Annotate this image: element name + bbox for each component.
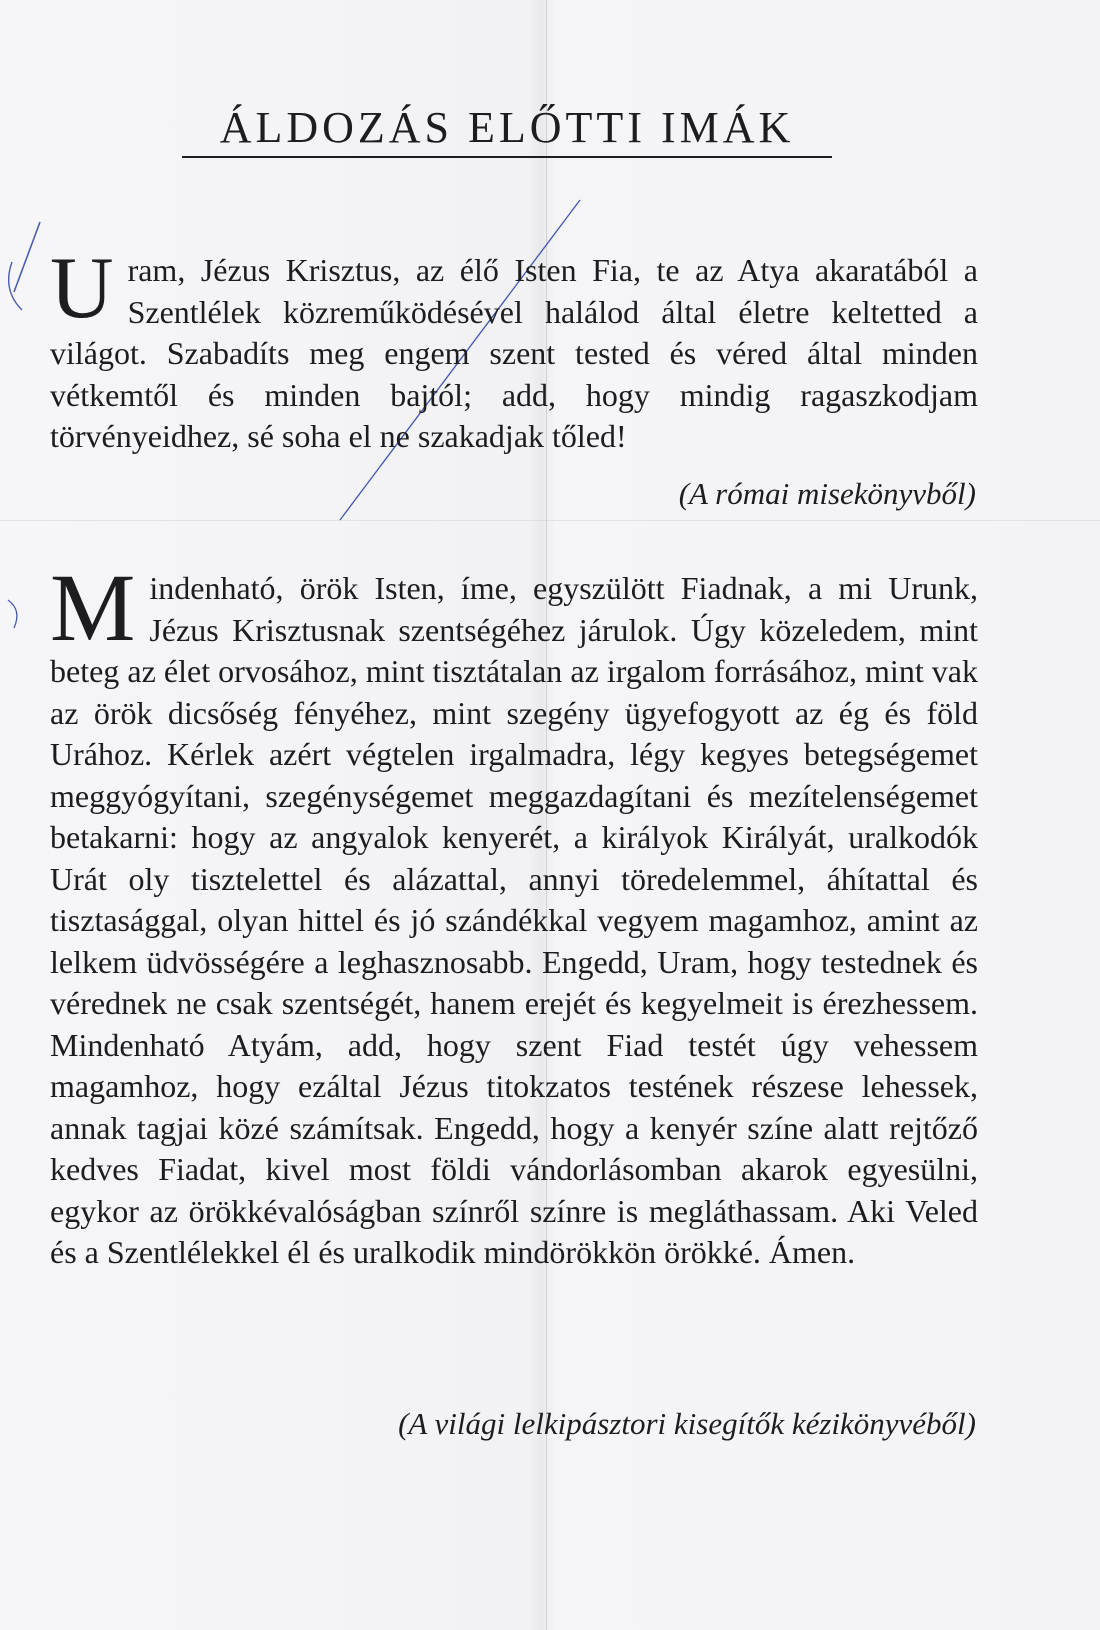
prayer-2-initial: M xyxy=(50,554,136,661)
prayer-1-source: (A római misekönyvből) xyxy=(678,476,976,511)
prayer-1-initial: U xyxy=(50,240,114,337)
prayer-2-source: (A világi lelkipásztori kisegítők kézikönyvéből) xyxy=(398,1406,976,1441)
prayer-2-text: indenható, örök Isten, íme, egyszülött Fiadnak, a mi Urunk, Jézus Krisztusnak szentségéhez járulok. Úgy közeledem, mint beteg az élet orvosához, mint tisztátalan az irgalom forrásához, mint vak az örök dicsőség fényéhez, mint szegény ügyefogyott az ég és föld Urához. Kérlek azért végtelen irgalmadra, légy kegyes betegségemet meggyógyítani, szegénységemet meggazdagítani és mezítelenségemet betakarni: hogy az angyalok kenyerét, a királyok Királyát, uralkodók Urát oly tisztelettel és alázattal, annyi töredelemmel, áhítattal és tisztasággal, olyan hittel és jó szándékkal vegyem magamhoz, amint az lelkem üdvösségére a leghasznosabb. Engedd, Uram, hogy testednek és vérednek ne csak szentségét, hanem erejét és kegyelmeit is érezhessem. Mindenható Atyám, add, hogy szent Fiad testét úgy vehessem magamhoz, hogy ezáltal Jézus titokzatos testének részese lehessek, annak tagjai közé számítsak. Engedd, hogy a kenyér színe alatt rejtőző kedves Fiadat, kivel most földi vándorlásomban akarok egyesülni, egykor az örökkévalóságban színről színre is megláthassam. Aki Veled és a Szentlélekkel él és uralkodik mindörökkön örökké. Ámen. xyxy=(50,570,978,1270)
page-title: ÁLDOZÁS ELŐTTI IMÁK xyxy=(182,102,832,158)
prayer-1-text: ram, Jézus Krisztus, az élő Isten Fia, te az Atya akaratából a Szentlélek közreműködésével halálod által életre keltetted a világot. Szabadíts meg engem szent tested és véred által minden vétkemtől és minden bajtól; add, hogy mindig ragaszkodjam törvényeidhez, sé soha el ne szakadjak tőled! xyxy=(50,252,978,454)
prayer-2 xyxy=(50,554,978,1274)
prayer-1 xyxy=(50,240,978,458)
paper-fold-horizontal xyxy=(0,520,1100,521)
